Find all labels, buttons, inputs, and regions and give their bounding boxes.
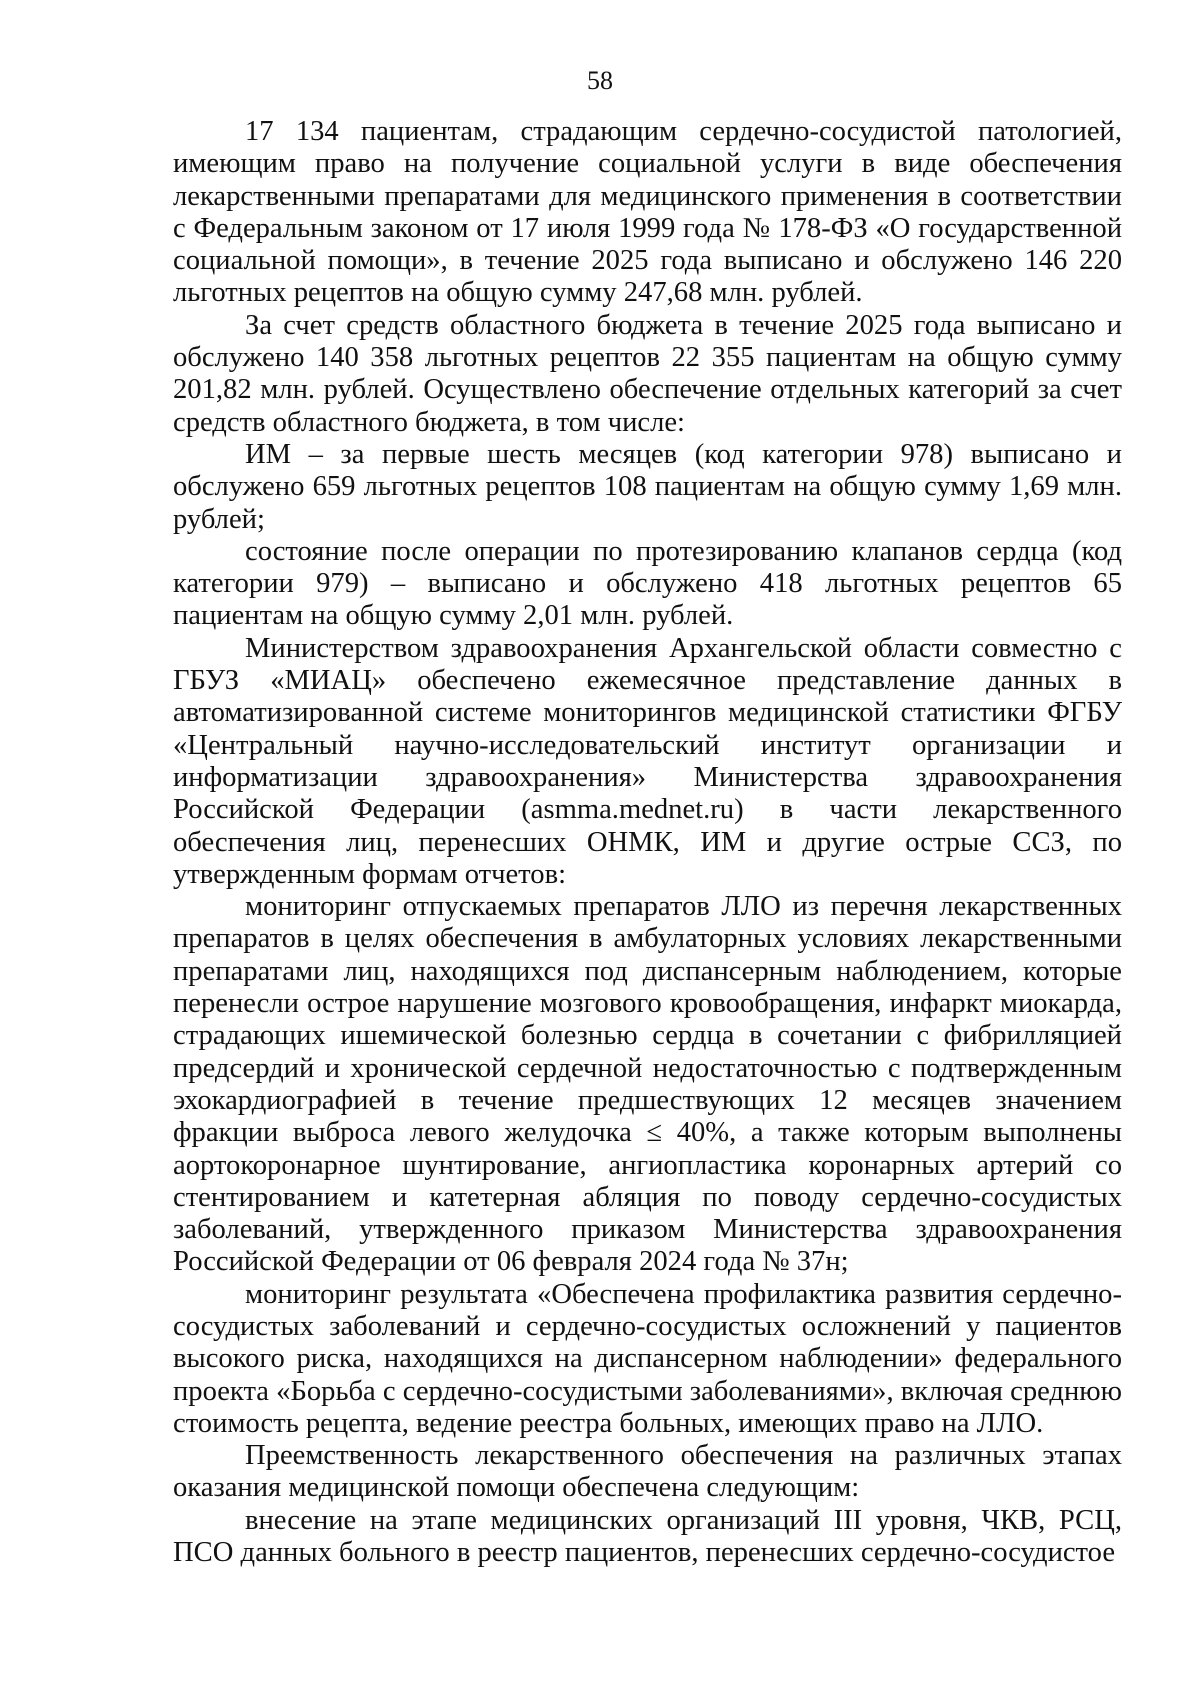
paragraph: 17 134 пациентам, страдающим сердечно-сосудистой патологией, имеющим право на получение социальной услуги в виде обеспечения лекарственными препаратами для медицинского применения в соответствии с Федеральным законом от 17 июля 1999 года № 178-ФЗ «О государственной социальной помощи», в течение 2025 года выписано и обслужено 146 220 льготных рецептов на общую сумму 247,68 млн. рублей. bbox=[173, 116, 1122, 309]
paragraph: состояние после операции по протезированию клапанов сердца (код категории 979) – выписано и обслужено 418 льготных рецептов 65 пациентам на общую сумму 2,01 млн. рублей. bbox=[173, 535, 1122, 632]
body-text bbox=[173, 116, 1122, 1569]
page-number: 58 bbox=[587, 66, 613, 95]
paragraph: За счет средств областного бюджета в течение 2025 года выписано и обслужено 140 358 льготных рецептов 22 355 пациентам на общую сумму 201,82 млн. рублей. Осуществлено обеспечение отдельных категорий за счет средств областного бюджета, в том числе: bbox=[173, 309, 1122, 438]
paragraph: Преемственность лекарственного обеспечения на различных этапах оказания медицинской помощи обеспечена следующим: bbox=[173, 1440, 1122, 1504]
paragraph: мониторинг отпускаемых препаратов ЛЛО из перечня лекарственных препаратов в целях обеспечения в амбулаторных условиях лекарственными препаратами лиц, находящихся под диспансерным наблюдением, которые перенесли острое нарушение мозгового кровообращения, инфаркт миокарда, страдающих ишемической болезнью сердца в сочетании с фибрилляцией предсердий и хронической сердечной недостаточностью с подтвержденным эхокардиографией в течение предшествующих 12 месяцев значением фракции выброса левого желудочка ≤ 40%, а также которым выполнены аортокоронарное шунтирование, ангиопластика коронарных артерий со стентированием и катетерная абляция по поводу сердечно-сосудистых заболеваний, утвержденного приказом Министерства здравоохранения Российской Федерации от 06 февраля 2024 года № 37н; bbox=[173, 891, 1122, 1278]
paragraph: Министерством здравоохранения Архангельской области совместно с ГБУЗ «МИАЦ» обеспечено ежемесячное представление данных в автоматизированной системе мониторингов медицинской статистики ФГБУ «Центральный научно-исследовательский институт организации и информатизации здравоохранения» Министерства здравоохранения Российской Федерации (asmma.mednet.ru) в части лекарственного обеспечения лиц, перенесших ОНМК, ИМ и другие острые ССЗ, по утвержденным формам отчетов: bbox=[173, 632, 1122, 890]
paragraph: мониторинг результата «Обеспечена профилактика развития сердечно-сосудистых заболеваний и сердечно-сосудистых осложнений у пациентов высокого риска, находящихся на диспансерном наблюдении» федерального проекта «Борьба с сердечно-сосудистыми заболеваниями», включая среднюю стоимость рецепта, ведение реестра больных, имеющих право на ЛЛО. bbox=[173, 1278, 1122, 1439]
paragraph: внесение на этапе медицинских организаций III уровня, ЧКВ, РСЦ, ПСО данных больного в реестр пациентов, перенесших сердечно-сосудистое bbox=[173, 1504, 1122, 1569]
paragraph: ИМ – за первые шесть месяцев (код категории 978) выписано и обслужено 659 льготных рецептов 108 пациентам на общую сумму 1,69 млн. рублей; bbox=[173, 438, 1122, 535]
